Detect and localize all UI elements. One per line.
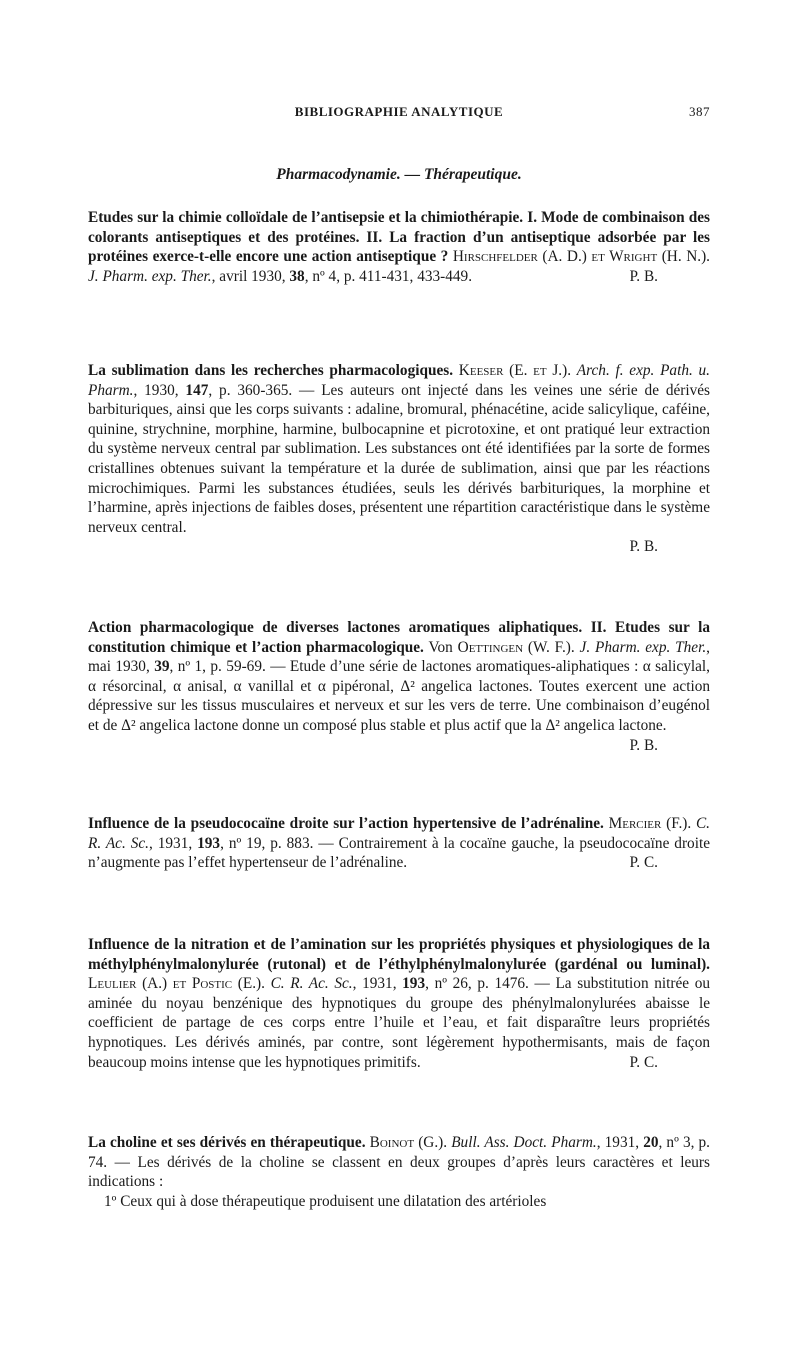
running-head-title: BIBLIOGRAPHIE ANALYTIQUE bbox=[294, 104, 504, 119]
entry-text: — Contrairement à la cocaïne gauche, la pseudococaïne droite n’augmente pas l’effet hypertenseur de l’adrénaline. bbox=[88, 834, 710, 872]
entry-ref-pre: , avril 1930, bbox=[211, 267, 290, 285]
entry-journal: C. R. Ac. Sc. bbox=[270, 975, 353, 993]
entry-journal: J. Pharm. exp. Ther. bbox=[579, 638, 707, 656]
entry-ref-post: , nº 19, p. 883. bbox=[220, 834, 314, 852]
section-title: Pharmacodynamie. — Thérapeutique. bbox=[276, 166, 522, 183]
entry-body bbox=[88, 1133, 710, 1192]
entry-ref-pre: , 1930, bbox=[133, 381, 186, 399]
bibliography-entry bbox=[88, 814, 710, 873]
entry-volume: 38 bbox=[289, 267, 305, 285]
entry-title: La sublimation dans les recherches pharmacologiques. bbox=[88, 362, 454, 379]
entry-signature: P. C. bbox=[629, 854, 658, 872]
entry-title: Etudes sur la chimie colloïdale de l’antisepsie et la chimiothérapie. I. Mode de combinaison des colorants antiseptiques et des protéines. II. La fraction d’un antiseptique adsorbée par les protéines exerce-t-elle encore une action antiseptique ? bbox=[88, 209, 710, 266]
entry-signature: P. B. bbox=[629, 736, 658, 754]
bibliography-entry bbox=[88, 1133, 710, 1211]
entry-text: Les dérivés de la choline se classent en deux groupes d’après leurs caractères et leurs indications : bbox=[88, 1153, 710, 1191]
entry-body bbox=[88, 935, 710, 1072]
entry-text: Etude d’une série de lactones aromatiques-aliphatiques : α salicylal, α résorcinal, α anisal, α vanillal et α pipéronal, Δ² angelica lactones. Toutes exercent une action dépressive sur les tissus musculaires et nerveux et sur les vers de terre. Une combinaison d’eugénol et de Δ² angelica lactone donne un composé plus stable et plus actif que la Δ² angelica lactone. bbox=[88, 658, 710, 734]
entry-title: Influence de la nitration et de l’amination sur les propriétés physiques et physiologiques de la méthylphénylmalonylurée (rutonal) et de l’éthylphénylmalonylurée (gardénal ou luminal). bbox=[88, 936, 710, 973]
bibliography-entry bbox=[88, 361, 710, 557]
entry-title: La choline et ses dérivés en thérapeutique. bbox=[88, 1134, 366, 1151]
entry-authors: Keeser (E. et J.). bbox=[458, 362, 572, 379]
entry-list-item: 1º Ceux qui à dose thérapeutique produisent une dilatation des artérioles bbox=[104, 1192, 547, 1210]
entry-volume: 193 bbox=[402, 975, 426, 993]
entry-body bbox=[88, 618, 710, 736]
bibliography-entry bbox=[88, 935, 710, 1072]
entry-ref-post: , nº 3, p. 74. — bbox=[88, 1134, 711, 1171]
entry-authors: Boinot (G.). bbox=[369, 1134, 448, 1151]
entry-title: Action pharmacologique de diverses lactones aromatiques aliphatiques. II. Etudes sur la constitution chimique et l’action pharmacologique. bbox=[88, 619, 710, 656]
entry-journal: C. R. Ac. Sc. bbox=[88, 815, 710, 852]
entry-journal: Bull. Ass. Doct. Pharm. bbox=[451, 1134, 597, 1151]
entry-ref-pre: , 1931, bbox=[596, 1134, 644, 1151]
entry-authors: Hirschfelder (A. D.) et Wright (H. N.). bbox=[452, 248, 710, 266]
entry-ref-pre: , 1931, bbox=[149, 834, 198, 852]
entry-signature: P. B. bbox=[629, 267, 658, 285]
entry-authors-prefix: Von bbox=[428, 638, 458, 656]
entry-body bbox=[88, 814, 710, 873]
entry-ref-post: , nº 1, p. 59-69. — bbox=[169, 658, 290, 676]
entry-journal: Arch. f. exp. Path. u. Pharm. bbox=[88, 362, 710, 399]
entry-ref-pre: , 1931, bbox=[352, 975, 403, 993]
entry-ref-post: , nº 26, p. 1476. — bbox=[425, 975, 556, 993]
entry-volume: 39 bbox=[154, 658, 170, 676]
entry-text: Les auteurs ont injecté dans les veines une série de dérivés barbituriques, ainsi que les corps suivants : adaline, bromural, phénacétine, acide salicylique, caféine, quinine, strychnine, morphine, harmine, bulbocapnine et picrotoxine, et ont pratiqué leur extraction du système nerveux central par sublimation. Les substances ont été identifiées par la sorte de formes cristallines obtenues suivant la température et la durée de sublimation, ainsi que par les réactions microchimiques. Parmi les substances étudiées, seuls les dérivés barbituriques, la morphine et l’harmine, après injections de faibles doses, présentent une répartition caractéristique dans le système nerveux central. bbox=[88, 381, 711, 536]
entry-signature: P. B. bbox=[629, 538, 658, 556]
running-head bbox=[88, 104, 710, 124]
entry-ref-post: , nº 4, p. 411-431, 433-449. bbox=[304, 267, 473, 285]
entry-ref-post: , p. 360-365. — bbox=[208, 381, 322, 399]
entry-text: La substitution nitrée ou aminée du noyau benzénique des hypnotiques du groupe des phénylmalonylurées abaisse le coefficient de partage de ces corps entre l’huile et l’eau, et fait disparaître leurs propriétés hypnotiques. Les dérivés aminés, par contre, sont légèrement hypothermisants, mais de façon beaucoup moins intense que les hypnotiques primitifs. bbox=[88, 975, 710, 1071]
entry-title: Influence de la pseudococaïne droite sur l’action hypertensive de l’adrénaline. bbox=[88, 815, 604, 832]
entry-body bbox=[88, 208, 710, 286]
entry-authors: Mercier (F.). bbox=[608, 815, 692, 832]
entry-journal: J. Pharm. exp. Ther. bbox=[88, 267, 212, 285]
entry-ref-pre: , mai 1930, bbox=[88, 638, 710, 676]
entry-volume: 193 bbox=[197, 834, 221, 852]
entry-volume: 147 bbox=[185, 381, 209, 399]
entry-signature: P. C. bbox=[629, 1053, 658, 1071]
entry-authors: Oettingen (W. F.). bbox=[457, 638, 575, 656]
bibliography-entry bbox=[88, 618, 710, 755]
entry-volume: 20 bbox=[643, 1134, 659, 1151]
bibliography-entry bbox=[88, 208, 710, 286]
page-number: 387 bbox=[689, 104, 710, 119]
entry-authors: Leulier (A.) et Postic (E.). bbox=[88, 975, 265, 993]
entry-body bbox=[88, 361, 710, 537]
